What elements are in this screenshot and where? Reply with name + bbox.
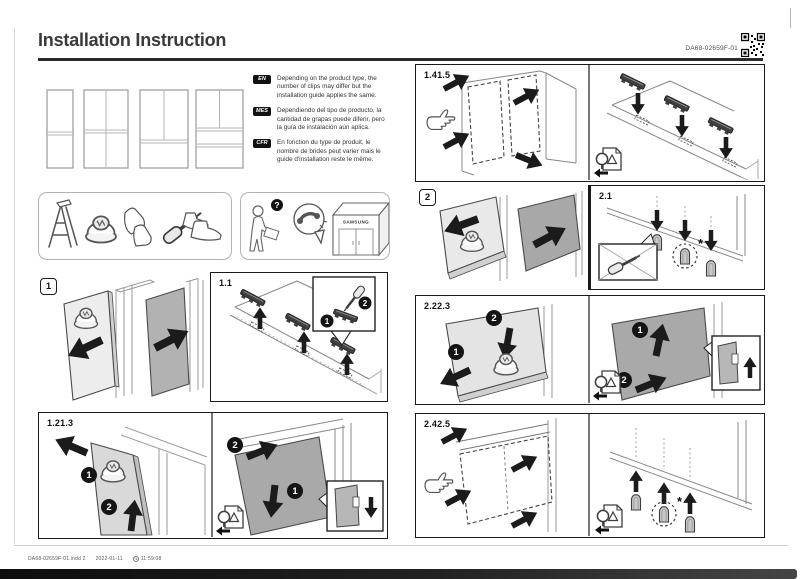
peg-icon — [660, 507, 669, 522]
footer-file: DA68-02659F-01.indd 2 — [28, 556, 86, 562]
step-2-label: 2 — [419, 189, 436, 206]
step-2-illustration — [434, 187, 586, 289]
page-bottom-shadow-bar — [0, 569, 797, 579]
fridge-frame — [544, 304, 552, 398]
peg-icon — [707, 261, 716, 276]
arrow-up-icon — [657, 482, 671, 504]
svg-text:1: 1 — [324, 316, 330, 326]
trim-mark-bottom — [14, 545, 788, 546]
notice-mes — [253, 107, 393, 132]
gloves-icon — [125, 208, 152, 246]
arrow-press-icon — [513, 147, 546, 174]
panel-1-4-1-5 — [415, 64, 765, 182]
arrow-down-icon — [650, 210, 663, 231]
clip-icon — [663, 95, 690, 114]
panel-2-2-2-3-label: 2.22.3 — [424, 301, 451, 311]
notice-en — [253, 75, 393, 100]
fridge-type-diagrams — [40, 88, 245, 170]
hook-notch — [732, 354, 738, 364]
peg-icon — [681, 249, 690, 264]
step-badge-1 — [632, 322, 648, 338]
arrow-press-icon — [510, 82, 544, 111]
door-panel-hung — [235, 437, 331, 535]
arrow-down-icon — [678, 220, 691, 241]
clock-icon — [133, 556, 139, 562]
lang-badge-en: EN — [253, 75, 271, 84]
print-footer — [28, 556, 162, 562]
language-notices — [253, 75, 393, 172]
required-tools-box — [38, 192, 232, 260]
brand-label: SAMSUNG — [342, 219, 370, 225]
asterisk-note: * — [677, 494, 683, 509]
clip-icon — [707, 117, 734, 136]
svg-text:1: 1 — [453, 347, 459, 359]
svg-text:1: 1 — [292, 486, 298, 498]
step-badge-1 — [287, 483, 303, 499]
step-badge-1 — [321, 315, 334, 328]
peg-icon — [686, 517, 695, 532]
samsung-store-icon — [333, 203, 389, 255]
door-panel-dashed — [468, 75, 540, 164]
lang-badge-mes: MES — [253, 107, 271, 116]
hand-icon — [425, 473, 453, 493]
arrow-press-icon — [442, 483, 476, 512]
door-panel — [91, 443, 147, 535]
panel-1-2-1-3 — [38, 412, 388, 539]
document-number: DA68-02659F-01 — [685, 45, 738, 52]
arrow-up-icon — [297, 331, 311, 353]
notice-cfr-text: En fonction du type de produit, le nombre de brides peut varier mais le guide d'installation reste le même. — [277, 139, 381, 164]
step-badge-1 — [448, 344, 464, 360]
svg-text:2: 2 — [232, 440, 238, 452]
notice-cfr — [253, 139, 393, 164]
arrow-press-icon — [438, 421, 472, 450]
arrow-press-icon — [508, 449, 542, 478]
panel-1-4-1-5-label: 1.41.5 — [424, 70, 451, 80]
step-1-illustration — [58, 274, 204, 404]
phone-call-bubble-icon — [294, 204, 327, 243]
arrow-press-icon — [440, 126, 474, 155]
svg-text:1: 1 — [637, 325, 643, 337]
svg-text:1: 1 — [86, 470, 92, 482]
panel-2-4-2-5-label: 2.42.5 — [424, 419, 451, 429]
svg-text:2: 2 — [621, 375, 627, 387]
clip-icon — [284, 313, 311, 332]
hook-notch — [353, 497, 359, 507]
footer-time: 11:59:08 — [140, 556, 162, 562]
person-with-manual-icon — [250, 206, 279, 251]
arrow-down-icon — [719, 137, 733, 159]
footer-date: 2022-01-11 — [95, 556, 123, 562]
lang-badge-cfr: CFR — [253, 139, 271, 148]
qr-code — [741, 33, 765, 57]
notice-en-text: Depending on the product type, the number of clips may differ but the installation guide applies the same. — [277, 75, 377, 99]
help-contact-box — [240, 192, 390, 260]
svg-text:2: 2 — [106, 502, 112, 514]
panel-2-1-label: 2.1 — [599, 191, 613, 201]
svg-text:2: 2 — [362, 298, 368, 308]
peg-icon — [632, 495, 641, 510]
safety-boots-icon — [183, 213, 221, 240]
arrow-up-icon — [629, 470, 643, 492]
panel-2-1 — [588, 185, 765, 290]
step-badge-2 — [486, 310, 502, 326]
panel-1-1-label: 1.1 — [219, 278, 233, 288]
inspect-detail-icon — [595, 505, 622, 535]
page-title: Installation Instruction — [38, 30, 227, 50]
trim-mark-left — [14, 28, 15, 545]
arrow-down-icon — [675, 115, 689, 137]
step-badge-2 — [101, 499, 117, 515]
arrow-out-icon — [51, 429, 91, 463]
svg-text:2: 2 — [491, 313, 497, 325]
panel-2-4-2-5 — [415, 413, 765, 538]
panel-1-1 — [210, 272, 388, 402]
panel-2-2-2-3 — [415, 295, 765, 405]
panel-1-2-1-3-label: 1.21.3 — [47, 418, 74, 428]
clip-icon — [619, 73, 646, 92]
question-badge — [271, 199, 283, 211]
question-mark: ? — [274, 200, 280, 211]
clip-icon — [239, 289, 266, 308]
suction-cup-icon — [86, 216, 116, 242]
inspect-detail-icon — [594, 148, 621, 178]
arrow-up-icon — [683, 492, 697, 514]
notice-mes-text: Dependiendo del tipo de producto, la cantidad de grapas puede diferir, pero la guía de instalación aún aplica. — [277, 107, 385, 132]
hand-icon — [427, 110, 455, 130]
inspect-detail-icon — [216, 506, 243, 536]
step-badge-1 — [81, 467, 97, 483]
inspect-detail-icon — [593, 371, 620, 401]
step-badge-2 — [227, 437, 243, 453]
panel-center-dashed — [504, 446, 508, 512]
guide-lines — [636, 428, 690, 480]
title-rule — [38, 58, 763, 61]
footer-time-wrap — [133, 556, 162, 562]
step-badge-2 — [359, 297, 372, 310]
step-ladder-icon — [49, 200, 77, 247]
trim-mark-top-right — [790, 8, 791, 28]
step-1-label: 1 — [40, 278, 57, 295]
asterisk-note: * — [698, 236, 704, 251]
